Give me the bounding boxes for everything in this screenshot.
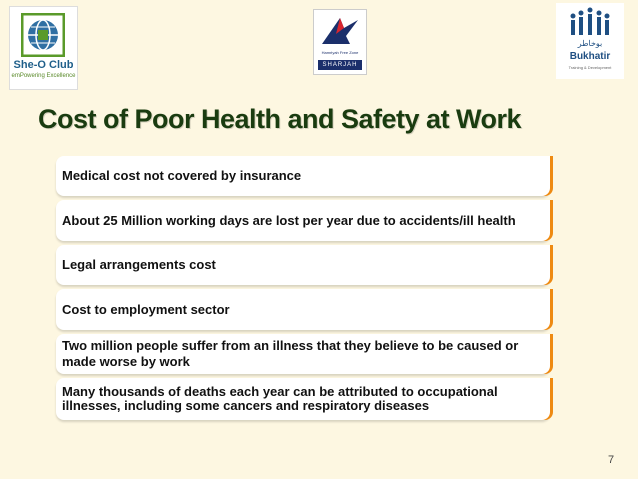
bukhatir-name: Bukhatir	[569, 51, 611, 62]
list-item	[56, 156, 550, 196]
she-o-club-logo	[9, 6, 78, 90]
slide-title: Cost of Poor Health and Safety at Work	[38, 104, 522, 134]
list-item-text: Two million people suffer from an illness that they believe to be caused or made worse by work	[62, 338, 519, 369]
bukhatir-arabic-name: بوخاطر	[577, 39, 603, 48]
bird-icon	[320, 14, 360, 48]
page-number: 7	[608, 454, 615, 466]
hamriyah-free-zone-logo	[313, 9, 367, 75]
hfz-band-text: SHARJAH	[322, 62, 358, 68]
list-item-text: Many thousands of deaths each year can be attributed to occupational illnesses, including some cancers and respiratory diseases	[62, 384, 498, 413]
globe-emblem-icon	[21, 13, 65, 57]
bukhatir-logo	[556, 3, 624, 79]
list-item	[56, 334, 550, 374]
hfz-name: Hamriyah Free Zone	[321, 50, 359, 55]
list-item	[56, 200, 550, 241]
people-bars-icon	[567, 7, 613, 37]
list-item	[56, 378, 550, 420]
she-o-club-tagline: emPowering Excellence	[11, 73, 76, 79]
hfz-band	[318, 60, 362, 70]
list-item-text: Cost to employment sector	[62, 301, 230, 317]
list-item-text: Legal arrangements cost	[62, 257, 216, 272]
list-item	[56, 289, 550, 330]
bukhatir-tagline: Training & Development	[568, 65, 612, 70]
list-item-text: Medical cost not covered by insurance	[62, 168, 302, 183]
she-o-club-name: She-O Club	[13, 59, 74, 71]
list-item	[56, 245, 550, 285]
list-item-text: About 25 Million working days are lost per year due to accidents/ill health	[62, 212, 516, 228]
